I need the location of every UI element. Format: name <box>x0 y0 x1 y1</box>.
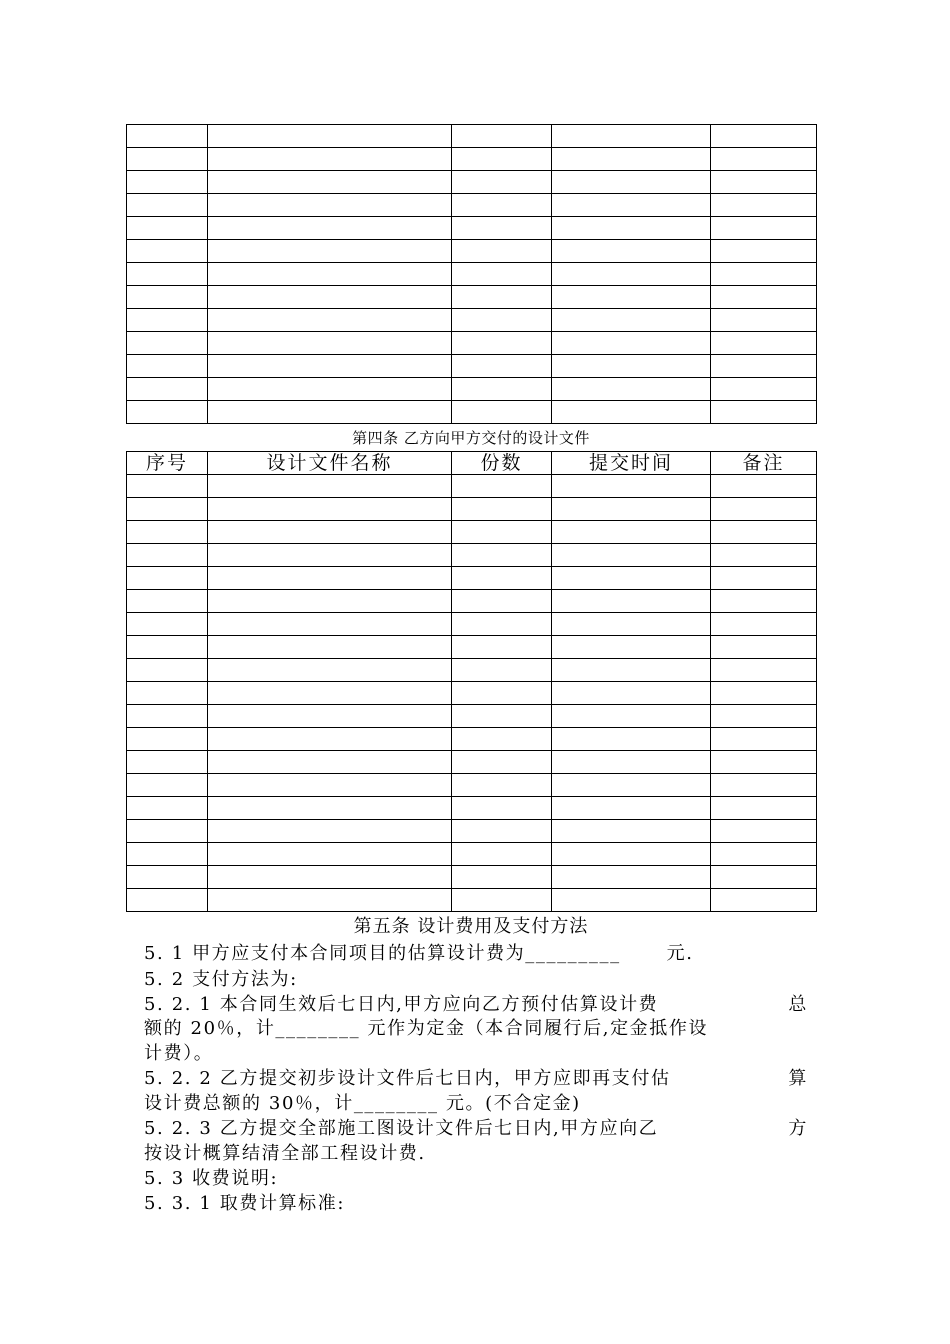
table-cell <box>552 590 711 613</box>
table-cell <box>208 475 452 498</box>
clause-5-2-2-line2: 设计费总额的 30％，计________ 元。(不合定金) <box>144 1093 581 1114</box>
table-cell <box>711 125 817 148</box>
table-cell <box>452 217 552 240</box>
table-cell <box>208 286 452 309</box>
table-cell <box>711 355 817 378</box>
table-cell <box>127 148 208 171</box>
clause-5-1 <box>144 942 808 966</box>
table-row <box>127 866 817 889</box>
header-seq: 序号 <box>127 452 208 475</box>
table-cell <box>552 240 711 263</box>
table-cell <box>208 866 452 889</box>
table-row <box>127 240 817 263</box>
table-row <box>127 125 817 148</box>
table-cell <box>452 309 552 332</box>
table-cell <box>552 171 711 194</box>
clause-5-2-1-line3: 计费）。 <box>144 1043 214 1064</box>
table-cell <box>552 636 711 659</box>
table-cell <box>127 544 208 567</box>
table-row <box>127 659 817 682</box>
table-cell <box>452 590 552 613</box>
table-cell <box>552 843 711 866</box>
table-cell <box>127 378 208 401</box>
table-cell <box>711 797 817 820</box>
table-cell <box>711 171 817 194</box>
table-cell <box>711 866 817 889</box>
table-cell <box>711 378 817 401</box>
table-cell <box>711 705 817 728</box>
table-cell <box>452 125 552 148</box>
table-cell <box>208 728 452 751</box>
table-cell <box>552 309 711 332</box>
table-cell <box>711 751 817 774</box>
table-cell <box>127 774 208 797</box>
table-cell <box>452 659 552 682</box>
table-row <box>127 194 817 217</box>
table-cell <box>452 378 552 401</box>
table-cell <box>552 797 711 820</box>
table-cell <box>552 217 711 240</box>
table-row <box>127 797 817 820</box>
table-cell <box>452 544 552 567</box>
table-cell <box>452 194 552 217</box>
table-cell <box>127 797 208 820</box>
table-cell <box>127 475 208 498</box>
table-cell <box>711 682 817 705</box>
table-cell <box>208 705 452 728</box>
table-cell <box>452 567 552 590</box>
table-cell <box>711 475 817 498</box>
table-cell <box>127 498 208 521</box>
table-cell <box>552 401 711 424</box>
table-cell <box>452 820 552 843</box>
table-row <box>127 286 817 309</box>
table-row <box>127 728 817 751</box>
table-cell <box>208 355 452 378</box>
table-cell <box>127 705 208 728</box>
design-files-table <box>126 451 817 912</box>
table-cell <box>452 355 552 378</box>
table-cell <box>208 378 452 401</box>
table-row <box>127 355 817 378</box>
table-row <box>127 378 817 401</box>
table-cell <box>711 309 817 332</box>
table-cell <box>127 401 208 424</box>
table-row <box>127 774 817 797</box>
header-file-name: 设计文件名称 <box>208 452 452 475</box>
table-cell <box>208 751 452 774</box>
table-cell <box>208 148 452 171</box>
table-cell <box>711 613 817 636</box>
table-row <box>127 682 817 705</box>
table-cell <box>552 567 711 590</box>
table-cell <box>208 171 452 194</box>
table-cell <box>452 498 552 521</box>
table-cell <box>711 728 817 751</box>
table-cell <box>552 889 711 912</box>
table-cell <box>127 332 208 355</box>
table-header-row <box>127 452 817 475</box>
table-cell <box>552 194 711 217</box>
table-cell <box>452 148 552 171</box>
table-cell <box>127 125 208 148</box>
table-cell <box>127 866 208 889</box>
table-cell <box>208 843 452 866</box>
table-cell <box>127 613 208 636</box>
table-cell <box>452 889 552 912</box>
table-cell <box>711 263 817 286</box>
table-row <box>127 332 817 355</box>
clause-5-2: 5. 2 支付方法为: <box>144 969 298 990</box>
section5-heading: 第五条 设计费用及支付方法 <box>353 916 589 937</box>
table-cell <box>552 682 711 705</box>
table-cell <box>711 521 817 544</box>
table-cell <box>552 774 711 797</box>
clause-5-2-2-text-b: 算 <box>788 1068 808 1089</box>
table-cell <box>452 705 552 728</box>
table-cell <box>208 401 452 424</box>
table-cell <box>452 240 552 263</box>
table-cell <box>127 590 208 613</box>
clause-5-2-1-text-a: 5. 2. 1 本合同生效后七日内,甲方应向乙方预付估算设计费 <box>144 994 659 1015</box>
table-cell <box>208 521 452 544</box>
clause-5-2-1-line1 <box>144 993 808 1017</box>
table-row <box>127 751 817 774</box>
table-cell <box>208 613 452 636</box>
table-cell <box>452 286 552 309</box>
table-cell <box>452 263 552 286</box>
table-cell <box>208 544 452 567</box>
table-cell <box>711 286 817 309</box>
table-cell <box>552 355 711 378</box>
table-row <box>127 498 817 521</box>
clause-5-2-3-text-b: 方 <box>788 1118 808 1139</box>
clause-5-2-3-line1 <box>144 1117 808 1141</box>
table-cell <box>452 401 552 424</box>
table-cell <box>711 498 817 521</box>
table-cell <box>711 774 817 797</box>
table-cell <box>127 636 208 659</box>
table-cell <box>127 889 208 912</box>
table-cell <box>711 148 817 171</box>
clause-5-2-2-text-a: 5. 2. 2 乙方提交初步设计文件后七日内，甲方应即再支付估 <box>144 1068 671 1089</box>
table-cell <box>127 194 208 217</box>
table-cell <box>452 636 552 659</box>
table-cell <box>552 332 711 355</box>
table-cell <box>711 567 817 590</box>
table-row <box>127 475 817 498</box>
table-cell <box>208 498 452 521</box>
table-cell <box>452 171 552 194</box>
table-cell <box>127 820 208 843</box>
table-cell <box>127 171 208 194</box>
table-cell <box>552 705 711 728</box>
table-cell <box>208 240 452 263</box>
table-cell <box>127 567 208 590</box>
table-cell <box>552 751 711 774</box>
table-cell <box>208 309 452 332</box>
clause-5-2-1-text-b: 总 <box>788 994 808 1015</box>
clause-5-2-2-line1 <box>144 1067 808 1091</box>
header-submit-time: 提交时间 <box>552 452 711 475</box>
table-cell <box>127 751 208 774</box>
table-row <box>127 820 817 843</box>
table-row <box>127 590 817 613</box>
table-cell <box>452 332 552 355</box>
table-cell <box>208 889 452 912</box>
table-row <box>127 705 817 728</box>
table-cell <box>127 728 208 751</box>
table-row <box>127 148 817 171</box>
table-cell <box>208 659 452 682</box>
table-cell <box>127 843 208 866</box>
table-cell <box>552 613 711 636</box>
table-cell <box>552 263 711 286</box>
table-cell <box>552 820 711 843</box>
table-cell <box>208 125 452 148</box>
table-cell <box>208 797 452 820</box>
table-cell <box>452 682 552 705</box>
table-cell <box>711 217 817 240</box>
table-cell <box>208 194 452 217</box>
table-cell <box>452 751 552 774</box>
table-cell <box>127 309 208 332</box>
header-copies: 份数 <box>452 452 552 475</box>
table-cell <box>711 659 817 682</box>
table-cell <box>452 475 552 498</box>
clause-5-1-text: 5. 1 甲方应支付本合同项目的估算设计费为_________ <box>144 943 621 964</box>
table-cell <box>127 355 208 378</box>
design-files-table-body <box>127 475 817 912</box>
table-cell <box>127 217 208 240</box>
clause-5-2-1-line2: 额的 20％，计________ 元作为定金（本合同履行后,定金抵作设 <box>144 1018 709 1039</box>
table-row <box>127 401 817 424</box>
table-cell <box>552 498 711 521</box>
table-cell <box>552 521 711 544</box>
table-cell <box>452 866 552 889</box>
table-cell <box>208 263 452 286</box>
table-row <box>127 889 817 912</box>
clause-5-3: 5. 3 收费说明: <box>144 1168 279 1189</box>
table-cell <box>552 728 711 751</box>
clause-5-3-1: 5. 3. 1 取费计算标准: <box>144 1193 346 1214</box>
header-remarks: 备注 <box>711 452 817 475</box>
table-row <box>127 309 817 332</box>
table-cell <box>552 148 711 171</box>
table-cell <box>711 843 817 866</box>
table-cell <box>552 659 711 682</box>
table-cell <box>552 286 711 309</box>
table-cell <box>711 194 817 217</box>
table-cell <box>208 682 452 705</box>
table-cell <box>208 590 452 613</box>
table-cell <box>711 590 817 613</box>
clause-5-2-3-line2: 按设计概算结清全部工程设计费. <box>144 1143 426 1164</box>
table-cell <box>552 475 711 498</box>
table-cell <box>552 544 711 567</box>
table-cell <box>452 613 552 636</box>
table-row <box>127 521 817 544</box>
table-cell <box>127 521 208 544</box>
table-row <box>127 171 817 194</box>
table-cell <box>208 636 452 659</box>
table-cell <box>552 378 711 401</box>
table-cell <box>552 125 711 148</box>
table-cell <box>208 217 452 240</box>
table-cell <box>127 240 208 263</box>
table-row <box>127 217 817 240</box>
table-row <box>127 843 817 866</box>
table-row <box>127 544 817 567</box>
clause-5-2-3-text-a: 5. 2. 3 乙方提交全部施工图设计文件后七日内,甲方应向乙 <box>144 1118 659 1139</box>
table-cell <box>711 889 817 912</box>
table-cell <box>127 659 208 682</box>
table-row <box>127 636 817 659</box>
top-table <box>126 124 817 424</box>
section4-caption: 第四条 乙方向甲方交付的设计文件 <box>352 429 590 447</box>
table-cell <box>452 774 552 797</box>
table-cell <box>127 682 208 705</box>
table-cell <box>711 332 817 355</box>
table-cell <box>711 636 817 659</box>
table-cell <box>452 843 552 866</box>
top-table-body <box>127 125 817 424</box>
table-cell <box>711 401 817 424</box>
table-cell <box>208 820 452 843</box>
table-cell <box>552 866 711 889</box>
table-cell <box>452 521 552 544</box>
table-cell <box>711 240 817 263</box>
table-cell <box>208 774 452 797</box>
clause-5-1-unit: 元. <box>666 943 694 964</box>
table-cell <box>711 544 817 567</box>
table-cell <box>127 263 208 286</box>
table-row <box>127 613 817 636</box>
table-cell <box>208 332 452 355</box>
table-cell <box>208 567 452 590</box>
table-row <box>127 567 817 590</box>
table-cell <box>711 820 817 843</box>
table-row <box>127 263 817 286</box>
table-cell <box>452 797 552 820</box>
table-cell <box>127 286 208 309</box>
table-cell <box>452 728 552 751</box>
